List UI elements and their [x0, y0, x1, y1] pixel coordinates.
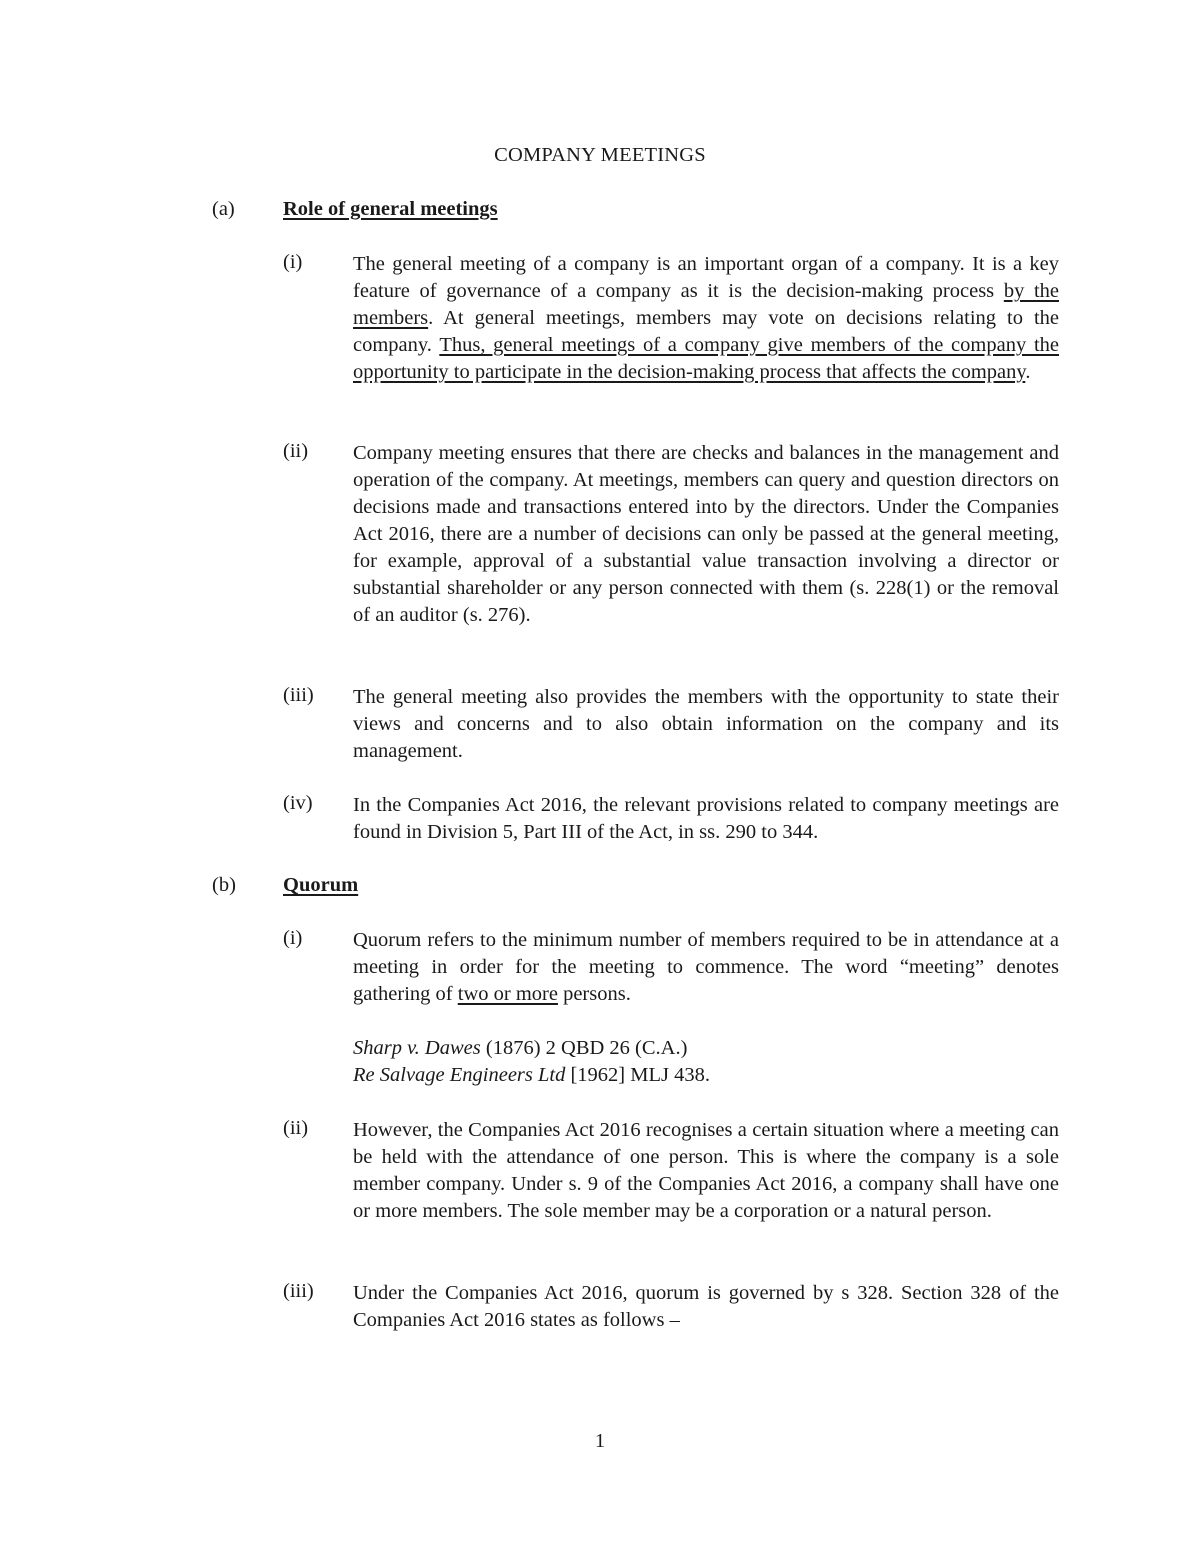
section-a-item-ii-marker: (ii) — [283, 440, 309, 462]
text-run: . — [1025, 361, 1031, 383]
case-name: Re Salvage Engineers Ltd — [353, 1064, 566, 1086]
underlined-phrase: Thus, general meetings of a company give members of the company the opportunity to participate in the decision-making process that affects the company — [353, 334, 1059, 383]
section-a-item-i-text — [353, 251, 1059, 386]
section-b-marker: (b) — [212, 874, 236, 896]
case-reference: [1962] MLJ 438. — [565, 1064, 710, 1086]
section-a-marker: (a) — [212, 198, 235, 220]
section-b-item-i-text — [353, 927, 1059, 1008]
section-a-item-iii-marker: (iii) — [283, 684, 314, 706]
section-b-item-iii-marker: (iii) — [283, 1280, 314, 1302]
underlined-phrase: by the members — [353, 280, 1060, 329]
document-title: COMPANY MEETINGS — [494, 144, 706, 166]
underlined-phrase: two or more — [457, 983, 558, 1005]
section-a-heading: Role of general meetings — [283, 198, 498, 220]
text-run: The general meeting of a company is an important organ of a company. It is a key feature of governance of a company as it is the decision-making process — [353, 253, 1059, 302]
text-run: . At general meetings, members may vote on decisions relating to the company. — [353, 307, 1059, 356]
section-b-item-i-marker: (i) — [283, 927, 303, 949]
case-citation — [353, 1062, 1059, 1089]
section-b-heading: Quorum — [283, 874, 359, 896]
text-run: persons. — [557, 983, 631, 1005]
text-run: Quorum refers to the minimum number of members required to be in attendance at a meeting in order for the meeting to commence. The word “meeting” denotes gathering of — [353, 929, 1059, 1005]
section-a-item-iv-marker: (iv) — [283, 792, 313, 814]
section-a-item-ii-text: Company meeting ensures that there are checks and balances in the management and operation of the company. At meetings, members can query and question directors on decisions made and transactions entered into by the directors. Under the Companies Act 2016, there are a number of decisions can only be passed at the general meeting, for example, approval of a substantial value transaction involving a director or substantial shareholder or any person connected with them (s. 228(1) or the removal of an auditor (s. 276). — [353, 442, 1059, 626]
section-a-item-iii-text: The general meeting also provides the members with the opportunity to state their views and concerns and to also obtain information on the company and its management. — [353, 686, 1059, 762]
page-number: 1 — [594, 1430, 606, 1452]
section-b-item-ii-text: However, the Companies Act 2016 recognises a certain situation where a meeting can be held with the attendance of one person. This is where the company is a sole member company. Under s. 9 of the Companies Act 2016, a company shall have one or more members. The sole member may be a corporation or a natural person. — [353, 1119, 1059, 1222]
case-name: Sharp v. Dawes — [353, 1037, 481, 1059]
case-citation — [353, 1035, 1059, 1062]
case-reference: (1876) 2 QBD 26 (C.A.) — [480, 1037, 688, 1059]
section-a-item-iv-text: In the Companies Act 2016, the relevant provisions related to company meetings are found in Division 5, Part III of the Act, in ss. 290 to 344. — [353, 794, 1059, 843]
section-b-item-ii-marker: (ii) — [283, 1117, 309, 1139]
section-b-item-iii-text: Under the Companies Act 2016, quorum is governed by s 328. Section 328 of the Companies Act 2016 states as follows – — [353, 1282, 1059, 1331]
section-a-item-i-marker: (i) — [283, 251, 303, 273]
